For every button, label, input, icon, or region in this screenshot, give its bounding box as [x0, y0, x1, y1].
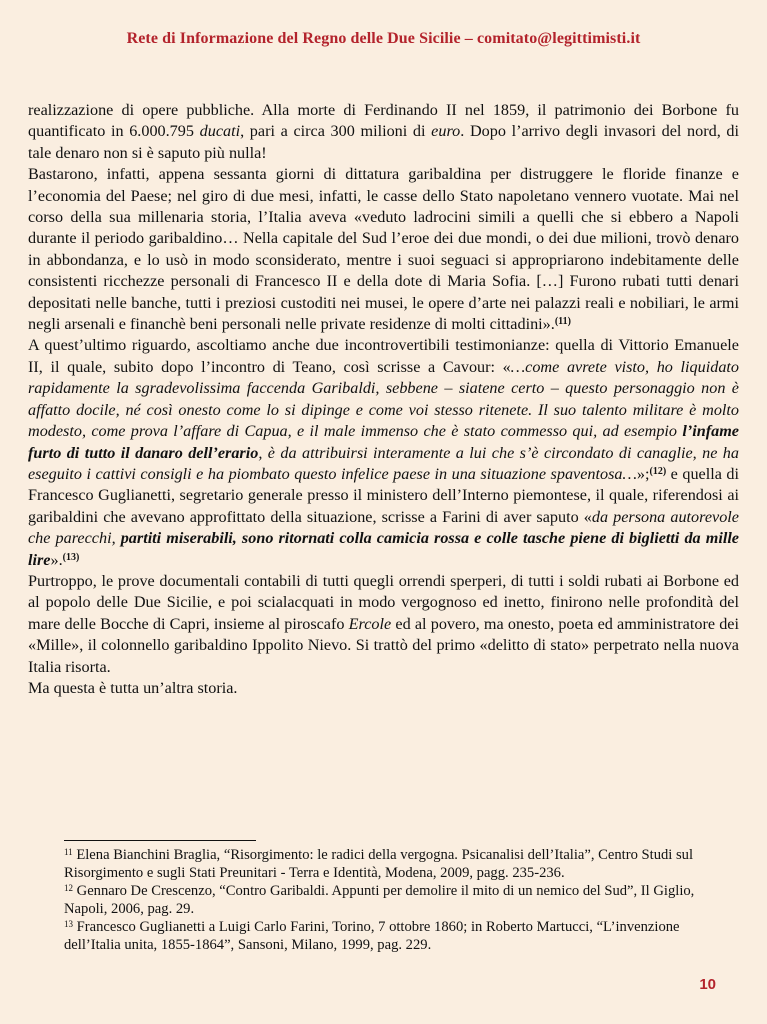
quote-vittorio-emanuele: …come avrete visto, ho liquidato rapidamente la sgradevolissima faccenda Garibaldi, sebbene – siatene certo – questo personaggio non è affatto docile, né così onesto come lo si dipinge e come voi stesso ritenete. Il suo talento militare è molto modesto, come prova l’affare di Capua, e il male immenso che è stato commesso qui, ad esempio [28, 357, 739, 441]
paragraph-1: realizzazione di opere pubbliche. Alla morte di Ferdinando II nel 1859, il patrimonio dei Borbone fu quantificato in 6.000.795 ducati, pari a circa 300 milioni di euro. Dopo l’arrivo degli invasori del nord, di tale denaro non si è saputo più nulla! [28, 101, 739, 162]
page-header: Rete di Informazione del Regno delle Due Sicilie – comitato@legittimisti.it [126, 30, 641, 47]
footnote-number: 11 [64, 847, 73, 857]
paragraph-4: Purtroppo, le prove documentali contabili di tutti quegli orrendi sperperi, di tutti i soldi rubati ai Borbone ed al popolo delle Due Sicilie, e poi scialacquati in modo vergognoso ed inetto, finirono nelle profondità del mare delle Bocche di Capri, insieme al piroscafo Ercole ed al povero, ma onesto, poeta ed amministratore dei «Mille», il colonnello garibaldino Ippolito Nievo. Si trattò del primo «delitto di stato» perpetrato nella nuova Italia risorta. [28, 571, 739, 676]
footnotes [64, 847, 714, 954]
main-text [28, 100, 739, 699]
footnote-number: 12 [64, 882, 73, 893]
quote-guglianetti: da persona autorevole che parecchi, [28, 507, 739, 548]
emphasis-camicia-rossa: partiti miserabili, sono ritornati colla camicia rossa e colle tasche piene di biglietti da mille lire [28, 529, 739, 569]
footnote-13: $^{13}$ Francesco Guglianetti a Luigi Carlo Farini, Torino, 7 ottobre 1860; in Roberto Martucci, “L’invenzione dell’Italia unita, 1855-1864”, Sansoni, Milano, 1999, pag. 229. [64, 918, 680, 953]
footnote-ref-12[interactable]: (12) [649, 465, 667, 477]
footnote-12: $^{12}$ Gennaro De Crescenzo, “Contro Garibaldi. Appunti per demolire il mito di un nemico del Sud”, Il Giglio, Napoli, 2006, pag. 29. [64, 882, 695, 917]
page-number: 10 [699, 976, 716, 993]
paragraph-3: A quest’ultimo riguardo, ascoltiamo anche due incontrovertibili testimonianze: quella di Vittorio Emanuele II, il quale, subito dopo l’incontro di Teano, così scrisse a Cavour: «…come avrete visto, ho liquidato rapidamente la sgradevolissima faccenda Garibaldi, sebbene – siatene certo – questo personaggio non è affatto docile, né così onesto come lo si dipinge e come voi stesso ritenete. Il suo talento militare è molto modesto, come prova l’affare di Capua, e il male immenso che è stato commesso qui, ad esempio l’infame furto di tutto il danaro dell’erario, è da attribuirsi interamente a lui che s’è circondato di canaglie, ne ha eseguito i cattivi consigli e ha piombato questo infelice paese in una situazione spaventosa…»;$^{(12)}$ e quella di Francesco Guglianetti, segretario generale presso il ministero dell’Interno piemontese, il quale, riferendosi ai garibaldini che avevano approfittato della situazione, scrisse a Farini di aver saputo «da persona autorevole che parecchi, partiti miserabili, sono ritornati colla camicia rossa e colle tasche piene di biglietti da mille lire».$^{(13)}$ [28, 336, 740, 569]
footnote-divider [64, 840, 256, 841]
footnote-number: 13 [64, 918, 73, 929]
emphasis-furto: l’infame furto di tutto il danaro dell’erario [28, 422, 739, 462]
footnote-ref-11[interactable]: (11) [554, 316, 571, 328]
footnote-11: $^{11}$ Elena Bianchini Braglia, “Risorgimento: le radici della vergogna. Psicanalisi dell’Italia”, Centro Studi sul Risorgimento e sugli Stati Preunitari - Terra e Identità, Modena, 2009, pagg. 235-236. [64, 847, 694, 881]
paragraph-5: Ma questa è tutta un’altra storia. [28, 678, 238, 697]
paragraph-2: Bastarono, infatti, appena sessanta giorni di dittatura garibaldina per distruggere le floride finanze e l’economia del Paese; nel giro di due mesi, infatti, le casse dello Stato napoletano vennero vuotate. Mai nel corso della sua millenaria storia, l’Italia aveva «veduto ladrocini simili a quelli che si ebbero a Napoli durante il periodo garibaldino… Nella capitale del Sud l’eroe dei due mondi, o dei due milioni, trovò denaro in abbondanza, e lo usò in modo sconsiderato, mentre i suoi seguaci si appropriarono indebitamente delle consistenti ricchezze personali di Francesco II e della dote di Maria Sofia. […] Furono rubati tutti denari depositati nelle banche, tutti i preziosi custoditi nei musei, le opere d’arte nei palazzi reali e nobiliari, le armi negli arsenali e financhè beni personali nelle private residenze di molti cittadini».$^{(11)}$ [28, 165, 739, 334]
footnote-ref-13[interactable]: (13) [62, 551, 80, 563]
